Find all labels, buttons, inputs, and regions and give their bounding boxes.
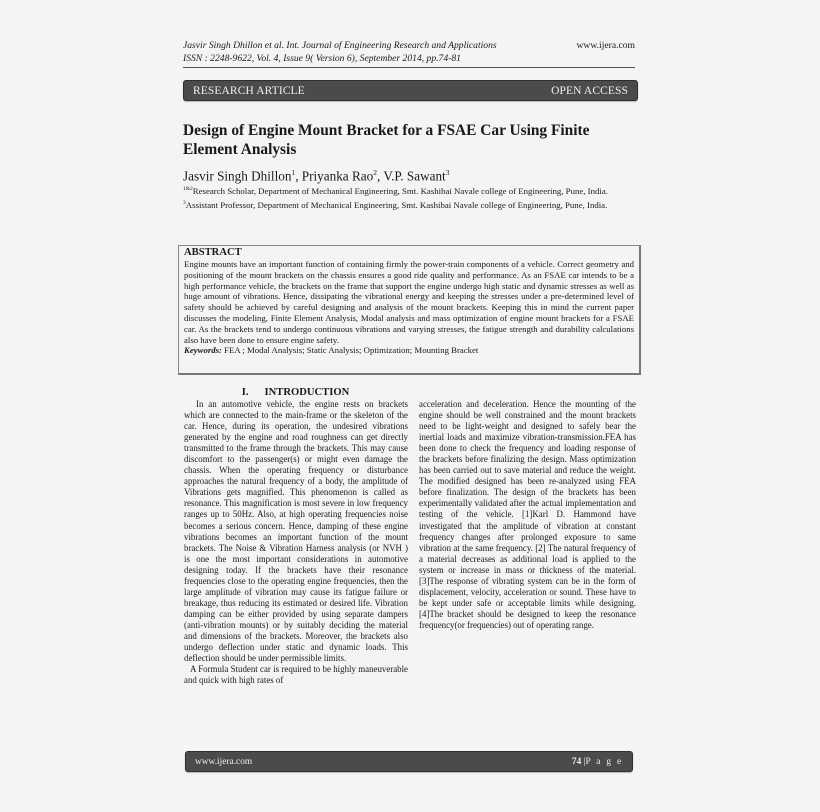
issn-line: ISSN : 2248-9622, Vol. 4, Issue 9( Version 6), September 2014, pp.74-81 [183, 53, 461, 64]
access-label: OPEN ACCESS [551, 84, 628, 97]
page-separator: | [583, 756, 586, 767]
paragraph: acceleration and deceleration. Hence the mounting of the engine should be well constrained and the mount brackets need to be light-weight and designed to safely bear the inertial loads and maximize vibration-transmission.FEA has been done to check the frequency and loading response of the brackets before finalizing the design. Mass optimization has been carried out to save material and reduce the weight. The modified designed has been re-analyzed using FEA before finalization. The design of the brackets has been experimentally validated after the actual implementation and testing of the vehicle. [1]Karl D. Hammond have investigated that the amplitude of vibration at constant frequency changes after prolonged exposure to same vibration at the same frequency. [2] The natural frequency of a material decreases as additional load is applied to the system or increase in mass or thickness of the material.[3]The response of vibrating system can be in the form of displacement, velocity, acceleration or sound. These have to be kept under safe or acceptable limits while designing. [4]The bracket should be designed to keep the resonance frequency(or frequencies) out of operating range. [419, 399, 636, 630]
affiliations [183, 183, 643, 212]
abstract-heading: ABSTRACT [184, 247, 242, 258]
author-name: Jasvir Singh Dhillon [183, 168, 292, 184]
journal-citation: Jasvir Singh Dhillon et al. Int. Journal of Engineering Research and Applications [183, 40, 497, 51]
page-number: 74 [571, 756, 582, 767]
journal-website[interactable]: www.ijera.com [576, 40, 635, 51]
affiliation-text: Assistant Professor, Department of Mechanical Engineering, Smt. Kashibai Navale college of Engineering, Pune, India. [185, 200, 608, 211]
author-affiliation-mark: 2 [373, 168, 377, 177]
abstract-box [178, 245, 641, 375]
page-label: P a g e [585, 756, 623, 767]
paragraph: A Formula Student car is required to be highly maneuverable and quick with high rates of [184, 664, 408, 686]
page-indicator [572, 757, 623, 767]
section-number: I. [241, 387, 249, 398]
article-type-label: RESEARCH ARTICLE [193, 84, 305, 97]
affiliation-item [183, 183, 643, 197]
keywords-label: Keywords: [184, 345, 222, 356]
affiliation-mark: 1&2 [183, 186, 193, 192]
section-heading-introduction [183, 387, 408, 399]
article-type-bar [183, 80, 638, 101]
affiliation-mark: 3 [183, 200, 186, 207]
affiliation-item [183, 197, 643, 211]
author-affiliation-mark: 1 [291, 168, 296, 177]
author-list: Jasvir Singh Dhillon$^1$, Priyanka Rao$^2$, V.P. Sawant$^3$ [183, 168, 450, 184]
author-name: V.P. Sawant [383, 168, 446, 184]
abstract-body: Engine mounts have an important function of containing firmly the power-train components of a vehicle. Correct geometry and positioning of the mount brackets on the chassis ensures a good ride quality and performance. As an FSAE car intends to be a high performance vehicle, the brackets on the frame that support the engine undergo high static and dynamic stresses as well as huge amount of vibrations. Hence, dissipating the vibrational energy and keeping the stresses under a pre-determined level of safety should be achieved by careful designing and analysis of the mount brackets. Keeping this in mind the current paper discusses the modeling, Finite Element Analysis, Modal analysis and mass optimization of engine mount brackets for a FSAE car. As the brackets tend to undergo continuous vibrations and varying stresses, the fatigue strength and durability calculations also have been done to ensure engine safety. [184, 259, 634, 345]
paragraph: In an automotive vehicle, the engine rests on brackets which are connected to the main-frame or the skeleton of the car. Hence, during its operation, the undesired vibrations generated by the engine and road roughness can get directly transmitted to the frame through the brackets. This may cause discomfort to the passenger(s) or might even damage the chassis. When the operating frequency or disturbance approaches the natural frequency of a body, the amplitude of Vibrations gets magnified. This phenomenon is called as resonance. This magnification is most severe in low frequency ranges up to 50Hz. Also, at high operating frequencies noise becomes a serious concern. Hence, damping of these engine vibrations becomes an important function of the mount brackets. The Noise & Vibration Harness analysis (or NVH ) is one the most important considerations in automotive designing today. If the brackets have their resonance frequencies close to the operating engine frequencies, then the large amplitude of vibration may cause its fatigue failure or breakage, thus reducing its estimated or desired life. Vibration damping can be either provided by using separate dampers (anti-vibration mounts) or by suitably deciding the material and dimensions of the brackets. Moreover, the brackets also undergo deflection under static and dynamic loads. This deflection should be under permissible limits. [184, 399, 408, 664]
keywords [184, 345, 634, 356]
running-head [183, 39, 635, 68]
footer-website[interactable]: www.ijera.com [195, 756, 253, 767]
author-name: Priyanka Rao [301, 168, 374, 184]
page-footer [185, 751, 633, 772]
author-affiliation-mark: 3 [445, 168, 450, 177]
affiliation-text: Research Scholar, Department of Mechanical Engineering, Smt. Kashibai Navale college of Engineering, Pune, India. [192, 186, 608, 196]
section-title: INTRODUCTION [264, 387, 350, 398]
keywords-list: FEA ; Modal Analysis; Static Analysis; Optimization; Mounting Bracket [224, 345, 479, 356]
paper-title: Design of Engine Mount Bracket for a FSAE Car Using Finite Element Analysis [183, 122, 590, 158]
left-column [184, 399, 408, 686]
right-column [419, 399, 636, 631]
